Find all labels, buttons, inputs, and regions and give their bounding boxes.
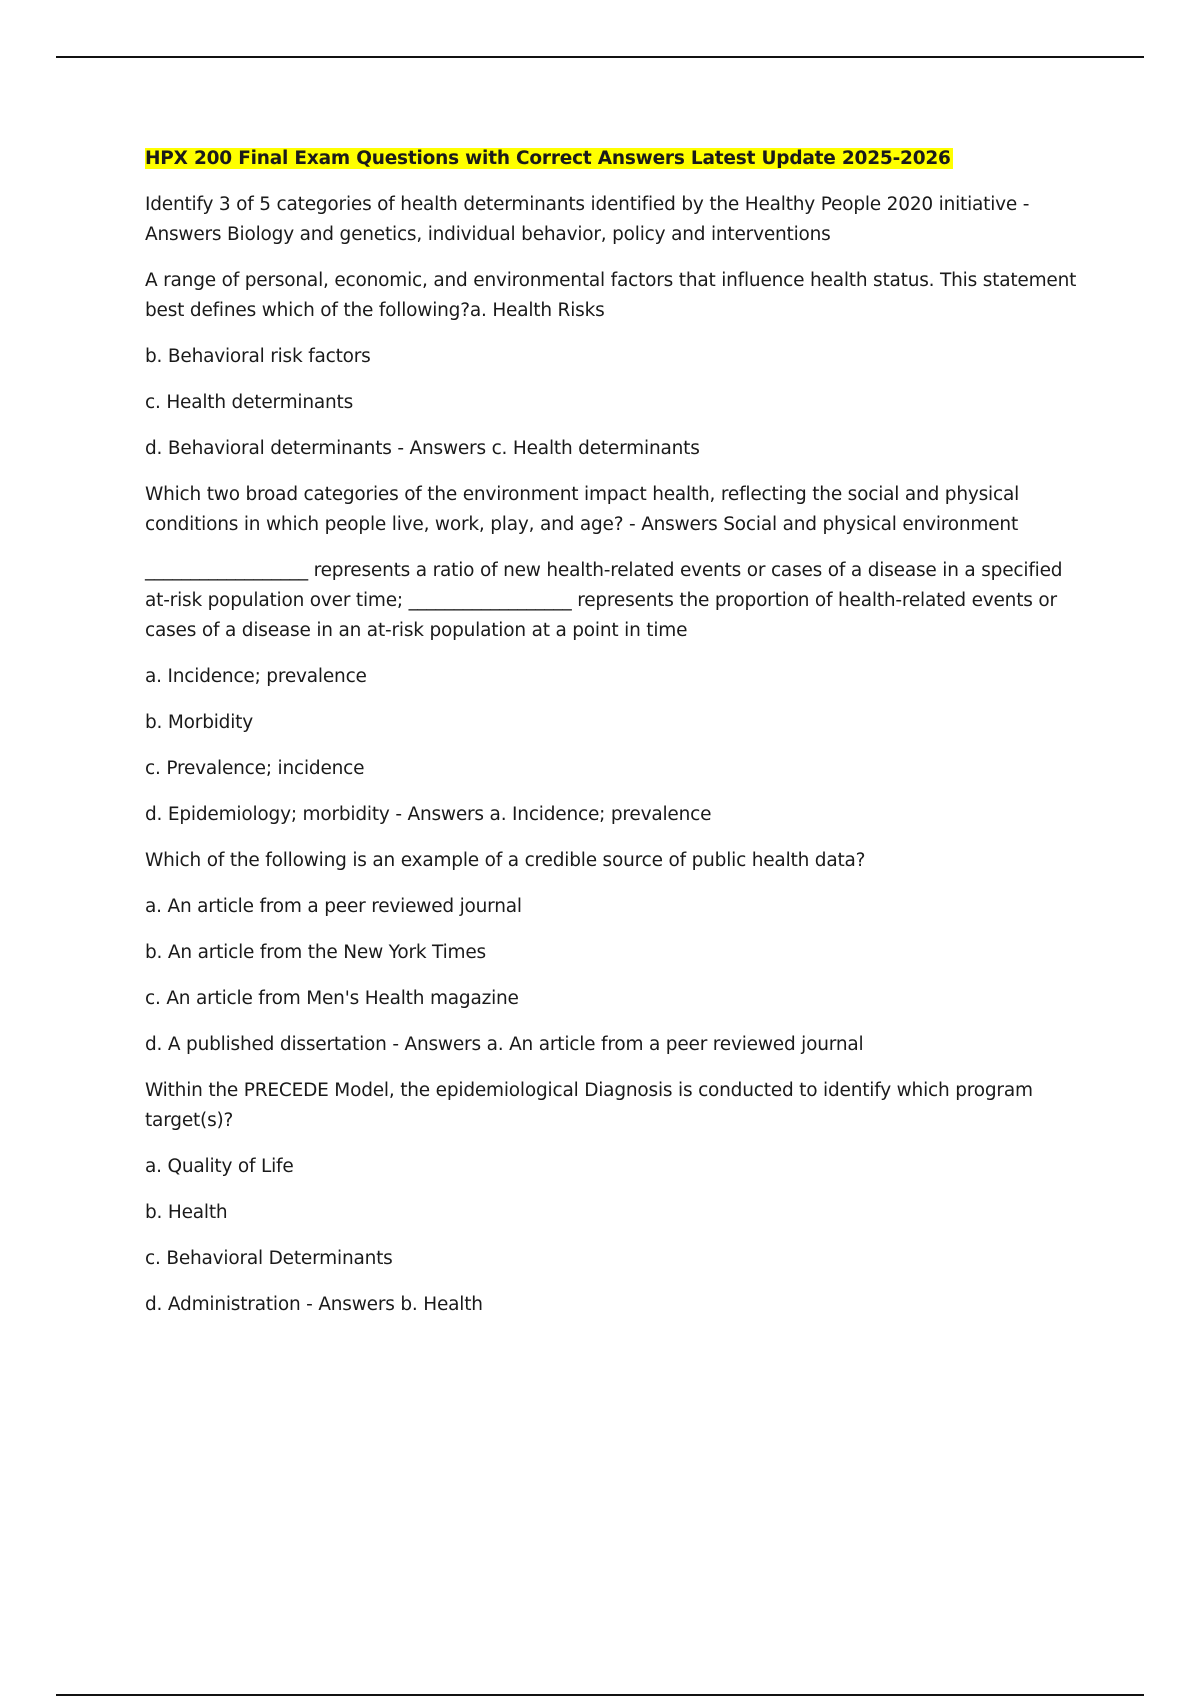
paragraph: b. Morbidity [145, 712, 253, 733]
paragraph: d. Behavioral determinants - Answers c. Health determinants [145, 438, 700, 459]
paragraph: b. Health [145, 1202, 228, 1223]
paragraph: b. Behavioral risk factors [145, 346, 371, 367]
document-title [145, 144, 1080, 174]
paragraph: a. Quality of Life [145, 1156, 294, 1177]
footer-rule [56, 1694, 1144, 1696]
paragraph: Which of the following is an example of a credible source of public health data? [145, 850, 866, 871]
paragraph: __________________ represents a ratio of new health-related events or cases of a disease in a specified at-risk population over time; __________________ represents the proportion of health-related events or cases of a disease in an at-risk population at a point in time [145, 560, 1063, 641]
paragraph: d. Epidemiology; morbidity - Answers a. Incidence; prevalence [145, 804, 712, 825]
paragraph: A range of personal, economic, and environmental factors that influence health status. This statement best defines which of the following?a. Health Risks [145, 270, 1077, 321]
paragraph: Identify 3 of 5 categories of health determinants identified by the Healthy People 2020 initiative - Answers Biology and genetics, individual behavior, policy and interventions [145, 194, 1030, 245]
header-rule [56, 56, 1144, 58]
paragraph: c. Behavioral Determinants [145, 1248, 393, 1269]
paragraph: Which two broad categories of the environment impact health, reflecting the social and physical conditions in which people live, work, play, and age? - Answers Social and physical environment [145, 484, 1020, 535]
paragraph: c. Prevalence; incidence [145, 758, 365, 779]
paragraph: Within the PRECEDE Model, the epidemiological Diagnosis is conducted to identify which program target(s)? [145, 1080, 1033, 1131]
paragraph: c. Health determinants [145, 392, 354, 413]
paragraph: d. Administration - Answers b. Health [145, 1294, 483, 1315]
document-title-highlight: HPX 200 Final Exam Questions with Correct Answers Latest Update 2025-2026 [145, 148, 951, 169]
paragraph: a. Incidence; prevalence [145, 666, 367, 687]
paragraph: d. A published dissertation - Answers a. An article from a peer reviewed journal [145, 1034, 864, 1055]
paragraph: b. An article from the New York Times [145, 942, 486, 963]
document-body [145, 144, 1080, 1336]
paragraph: c. An article from Men's Health magazine [145, 988, 519, 1009]
paragraph: a. An article from a peer reviewed journal [145, 896, 522, 917]
